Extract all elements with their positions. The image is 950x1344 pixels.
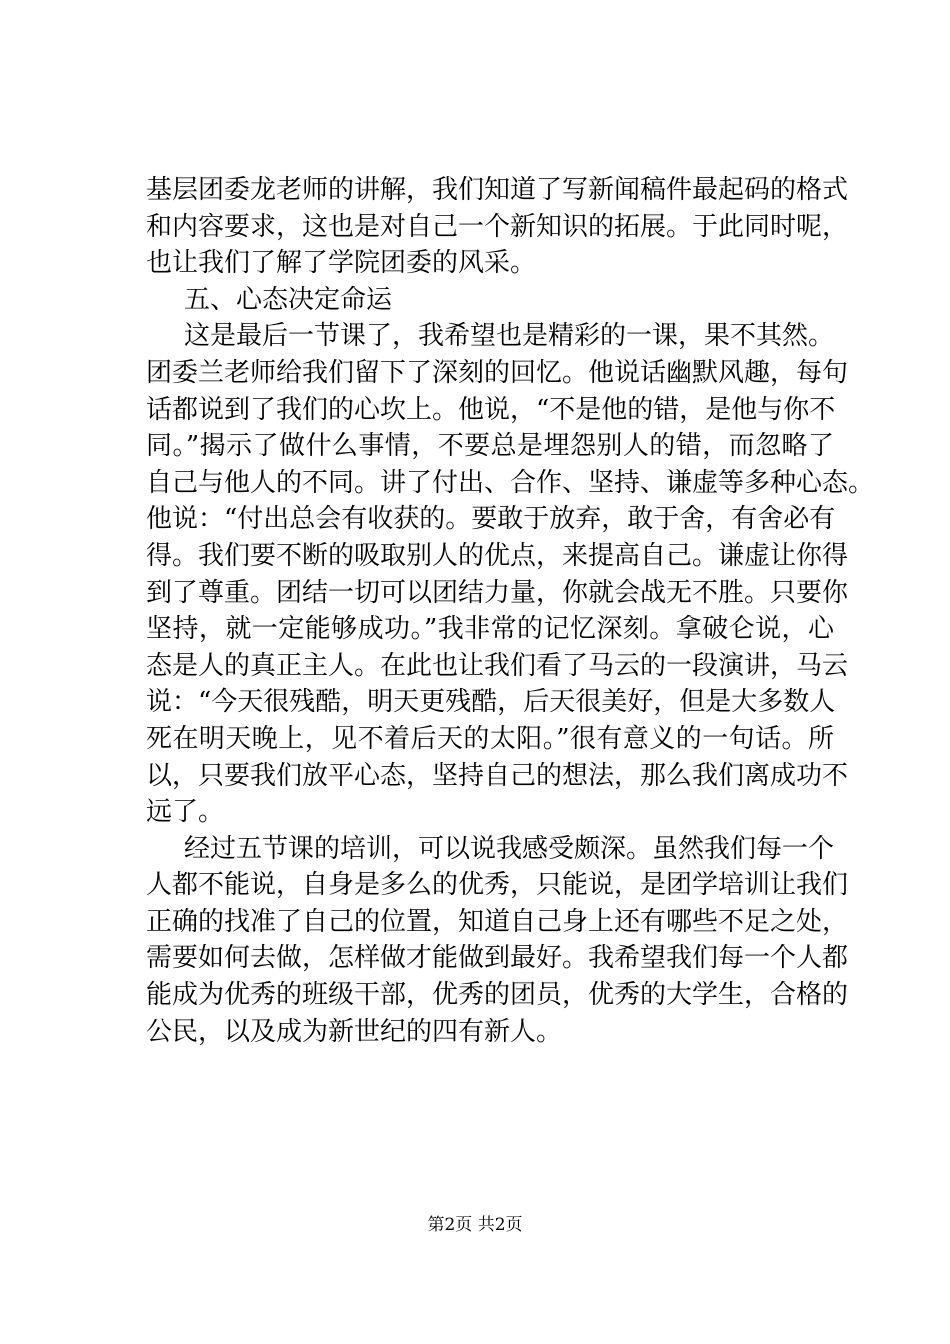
text-line: 以，只要我们放平心态，坚持自己的想法，那么我们离成功不 (146, 760, 849, 791)
page-number: 第2页 共2页 (427, 1215, 523, 1235)
text-line: 团委兰老师给我们留下了深刻的回忆。他说话幽默风趣，每句 (146, 357, 849, 388)
text-line: 坚持，就一定能够成功。”我非常的记忆深刻。拿破仑说，心 (146, 614, 834, 645)
text-line: 远了。 (146, 797, 225, 828)
text-line: 需要如何去做，怎样做才能做到最好。我希望我们每一个人都 (146, 943, 849, 974)
text-line: 到了尊重。团结一切可以团结力量，你就会战无不胜。只要你 (146, 577, 849, 608)
text-line: 态是人的真正主人。在此也让我们看了马云的一段演讲，马云 (146, 650, 849, 681)
text-line: 他说：“付出总会有收获的。要敢于放弃，敢于舍，有舍必有 (146, 504, 836, 535)
section-heading: 五、心态决定命运 (184, 284, 393, 315)
text-line: 基层团委龙老师的讲解，我们知道了写新闻稿件最起码的格式 (146, 175, 849, 205)
text-line: 公民，以及成为新世纪的四有新人。 (146, 1016, 563, 1047)
text-line: 能成为优秀的班级干部，优秀的团员，优秀的大学生，合格的 (146, 980, 849, 1011)
page-footer (0, 1213, 950, 1237)
text-line: 死在明天晚上，见不着后天的太阳。”很有意义的一句话。所 (146, 723, 834, 754)
text-line: 得。我们要不断的吸取别人的优点，来提高自己。谦虚让你得 (146, 540, 849, 571)
text-line: 自己与他人的不同。讲了付出、合作、坚持、谦虚等多种心态。 (146, 467, 875, 498)
text-line: 也让我们了解了学院团委的风采。 (146, 248, 537, 279)
text-line: 说：“今天很残酷，明天更残酷，后天很美好，但是大多数人 (146, 687, 836, 718)
text-line: 这是最后一节课了，我希望也是精彩的一课，果不其然。 (184, 321, 835, 352)
text-line: 正确的找准了自己的位置，知道自己身上还有哪些不足之处， (146, 906, 849, 937)
text-line: 人都不能说，自身是多么的优秀，只能说，是团学培训让我们 (146, 870, 849, 901)
text-line: 和内容要求，这也是对自己一个新知识的拓展。于此同时呢， (146, 211, 849, 242)
text-line: 话都说到了我们的心坎上。他说，“不是他的错，是他与你不 (146, 394, 836, 425)
text-line: 同。”揭示了做什么事情，不要总是埋怨别人的错，而忽略了 (146, 431, 834, 462)
text-line: 经过五节课的培训，可以说我感受颇深。虽然我们每一个 (184, 833, 835, 864)
body-text (146, 172, 875, 1050)
